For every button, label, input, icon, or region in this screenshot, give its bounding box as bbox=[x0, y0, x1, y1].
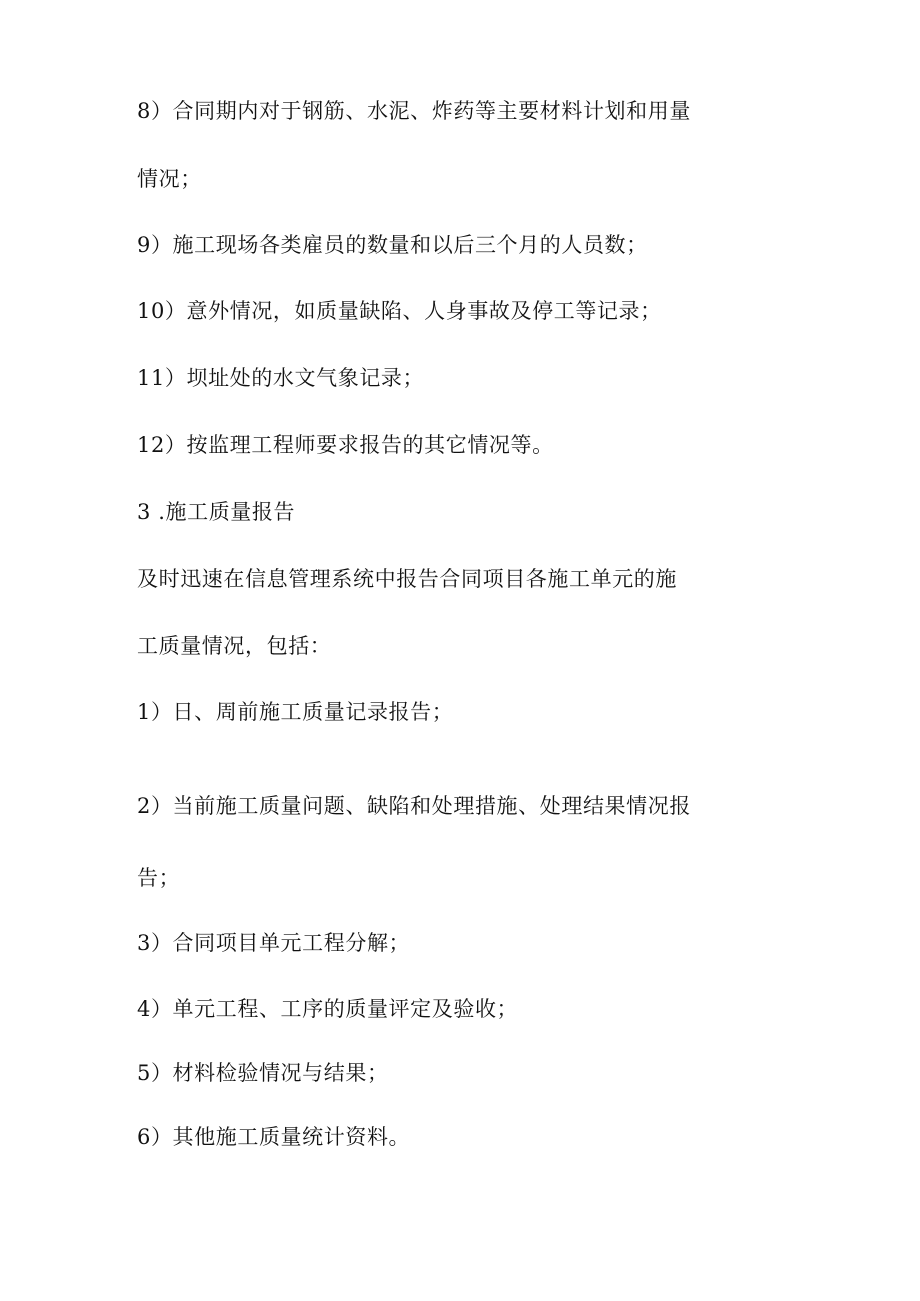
paragraph-line-2: 工质量情况，包括： bbox=[137, 634, 332, 658]
text-line-quality-2: 2）当前施工质量问题、缺陷和处理措施、处理结果情况报 bbox=[137, 794, 691, 818]
text-line-quality-5: 5）材料检验情况与结果； bbox=[137, 1061, 389, 1085]
text-line-item-8: 8）合同期内对于钢筋、水泥、炸药等主要材料计划和用量 bbox=[137, 99, 691, 123]
text-line-quality-1: 1）日、周前施工质量记录报告； bbox=[137, 700, 454, 724]
text-line-item-8-cont: 情况； bbox=[137, 167, 202, 191]
text-line-quality-4: 4）单元工程、工序的质量评定及验收； bbox=[137, 997, 519, 1021]
text-line-item-12: 12）按监理工程师要求报告的其它情况等。 bbox=[137, 433, 554, 457]
text-line-quality-3: 3）合同项目单元工程分解； bbox=[137, 931, 411, 955]
text-line-quality-6: 6）其他施工质量统计资料。 bbox=[137, 1125, 411, 1149]
text-line-item-9: 9）施工现场各类雇员的数量和以后三个月的人员数； bbox=[137, 233, 648, 257]
text-line-item-11: 11）坝址处的水文气象记录； bbox=[137, 366, 425, 390]
text-line-item-10: 10）意外情况，如质量缺陷、人身事故及停工等记录； bbox=[137, 299, 662, 323]
text-line-quality-2-cont: 告； bbox=[137, 866, 181, 890]
paragraph-line-1: 及时迅速在信息管理系统中报告合同项目各施工单元的施 bbox=[137, 567, 677, 591]
section-heading: 3 .施工质量报告 bbox=[137, 500, 296, 524]
